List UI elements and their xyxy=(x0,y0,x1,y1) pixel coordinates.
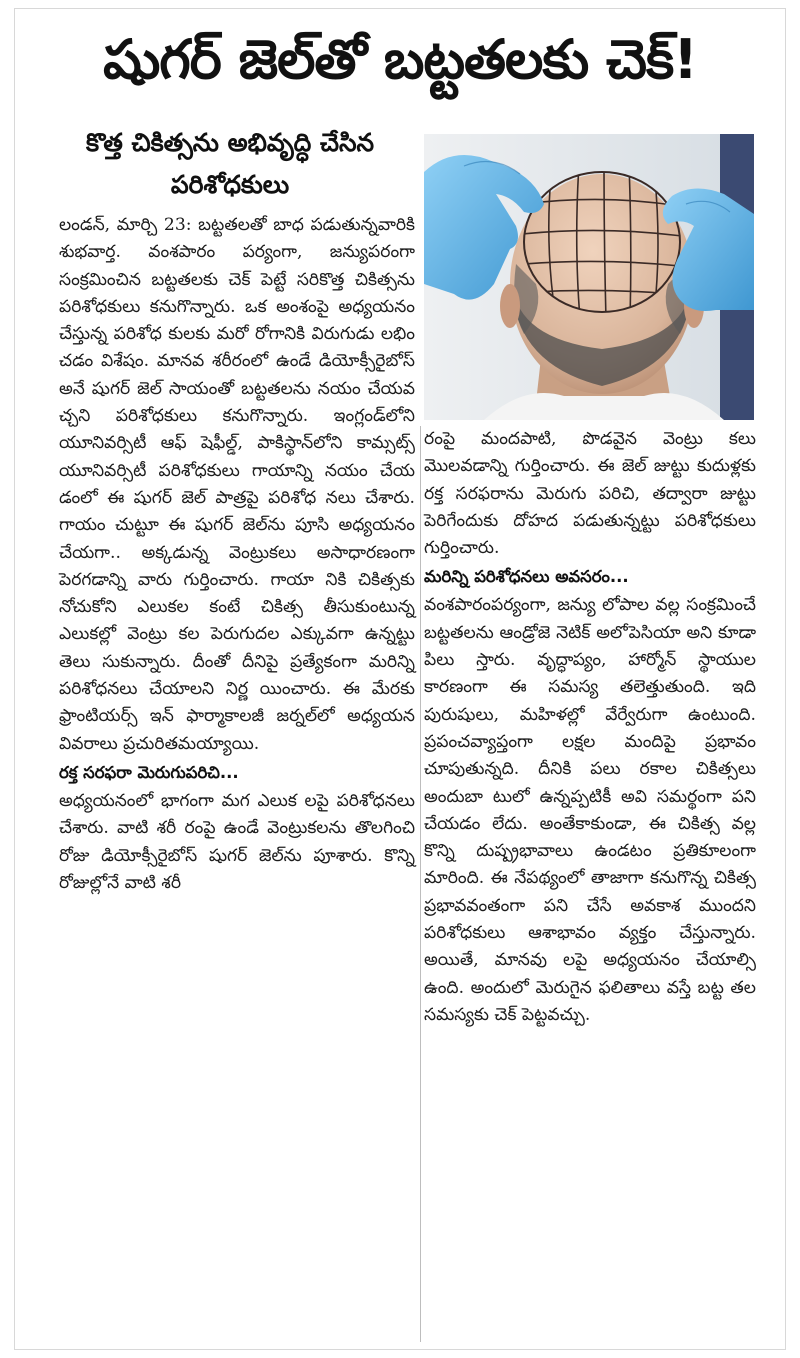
left-column xyxy=(59,212,415,897)
right-paragraph-2: వంశపారంపర్యంగా, జన్యు లోపాల వల్ల సంక్రమించే బట్టతలను ఆండ్రోజె నెటిక్ అలోపెసియా అని కూడా పిలు స్తారు. వృద్ధాప్యం, హార్మోన్ స్థాయుల కారణంగా ఈ సమస్య తలెత్తుతుంది. ఇది పురుషులు, మహిళల్లో వేర్వేరుగా ఉంటుంది. ప్రపంచవ్యాప్తంగా లక్షల మందిపై ప్రభావం చూపుతున్నది. దీనికి పలు రకాల చికిత్సలు అందుబా టులో ఉన్నప్పటికీ అవి సమర్థంగా పని చేయడం లేదు. అంతేకాకుండా, ఈ చికిత్స వల్ల కొన్ని దుష్ప్రభావాలు ఉండటం ప్రతికూలంగా మారింది. ఈ నేపథ్యంలో తాజాగా కనుగొన్న చికిత్స ప్రభావవంతంగా పని చేసే అవకాశ ముందని పరిశోధకులు ఆశాభావం వ్యక్తం చేస్తున్నారు. అయితే, మానవు లపై అధ్యయనం చేయాల్సి ఉంది. అందులో మెరుగైన ఫలితాలు వస్తే బట్ట తల సమస్యకు చెక్ పెట్టవచ్చు. xyxy=(424,595,756,1025)
right-column xyxy=(424,426,756,1029)
article-photo xyxy=(424,134,754,420)
subheadline: కొత్త చికిత్సను అభివృద్ధి చేసిన పరిశోధకులు xyxy=(85,128,375,199)
right-paragraph-1: రంపై మందపాటి, పొడవైన వెంట్రు కలు మొలవడాన్ని గుర్తించారు. ఈ జెల్ జుట్టు కుదుళ్లకు రక్త సరఫరాను మెరుగు పరిచి, తద్వారా జుట్టు పెరిగేందుకు దోహద పడుతున్నట్టు పరిశోధకులు గుర్తించారు. xyxy=(424,429,756,559)
section-heading-blood-supply: రక్త సరఫరా మెరుగుపరిచి... xyxy=(59,762,239,782)
left-paragraph-1: లండన్, మార్చి 23: బట్టతలతో బాధ పడుతున్నవారికి శుభవార్త. వంశపారం పర్యంగా, జన్యుపరంగా సంక్రమించిన బట్టతలకు చెక్ పెట్టే సరికొత్త చికిత్సను పరిశోధకులు కనుగొన్నారు. ఒక అంశంపై అధ్యయనం చేస్తున్న పరిశోధ కులకు మరో రోగానికి విరుగుడు లభిం చడం విశేషం. మానవ శరీరంలో ఉండే డియోక్సీరైబోస్ అనే షుగర్ జెల్ సాయంతో బట్టతలను నయం చేయవ చ్చని పరిశోధకులు కనుగొన్నారు. ఇంగ్లండ్‌లోని యూనివర్సిటీ ఆఫ్ షెఫీల్డ్, పాకిస్థాన్‌లోని కామ్సట్స్ యూనివర్సిటీ పరిశోధకులు గాయాన్ని నయం చేయ డంలో ఈ షుగర్ జెల్ పాత్రపై పరిశోధ నలు చేశారు. గాయం చుట్టూ ఈ షుగర్ జెల్‌ను పూసి అధ్యయనం చేయగా.. అక్కడున్న వెంట్రుకలు అసాధారణంగా పెరగడాన్ని వారు గుర్తించారు. గాయా నికి చికిత్సకు నోచుకోని ఎలుకల కంటే చికిత్స తీసుకుంటున్న ఎలుకల్లో వెంట్రు కల పెరుగుదల ఎక్కువగా ఉన్నట్టు తెలు సుకున్నారు. దీంతో దీనిపై ప్రత్యేకంగా మరిన్ని పరిశోధనలు చేయాలని నిర్ణ యించారు. ఈ మేరకు ఫ్రాంటియర్స్ ఇన్ ఫార్మాకాలజీ జర్నల్‌లో అధ్యయన వివరాలు ప్రచురితమయ్యాయి. xyxy=(59,215,415,754)
bald-head-photo xyxy=(424,134,754,420)
left-paragraph-2: అధ్యయనంలో భాగంగా మగ ఎలుక లపై పరిశోధనలు చేశారు. వాటి శరీ రంపై ఉండే వెంట్రుకలను తొలగించి రోజు డియోక్సీరైబోస్ షుగర్ జెల్‌ను పూశారు. కొన్ని రోజుల్లోనే వాటి శరీ xyxy=(59,790,415,893)
section-heading-more-research: మరిన్ని పరిశోధనలు అవసరం... xyxy=(424,567,629,587)
column-divider xyxy=(420,426,421,1342)
headline: షుగర్ జెల్‌తో బట్టతలకు చెక్! xyxy=(103,28,697,91)
